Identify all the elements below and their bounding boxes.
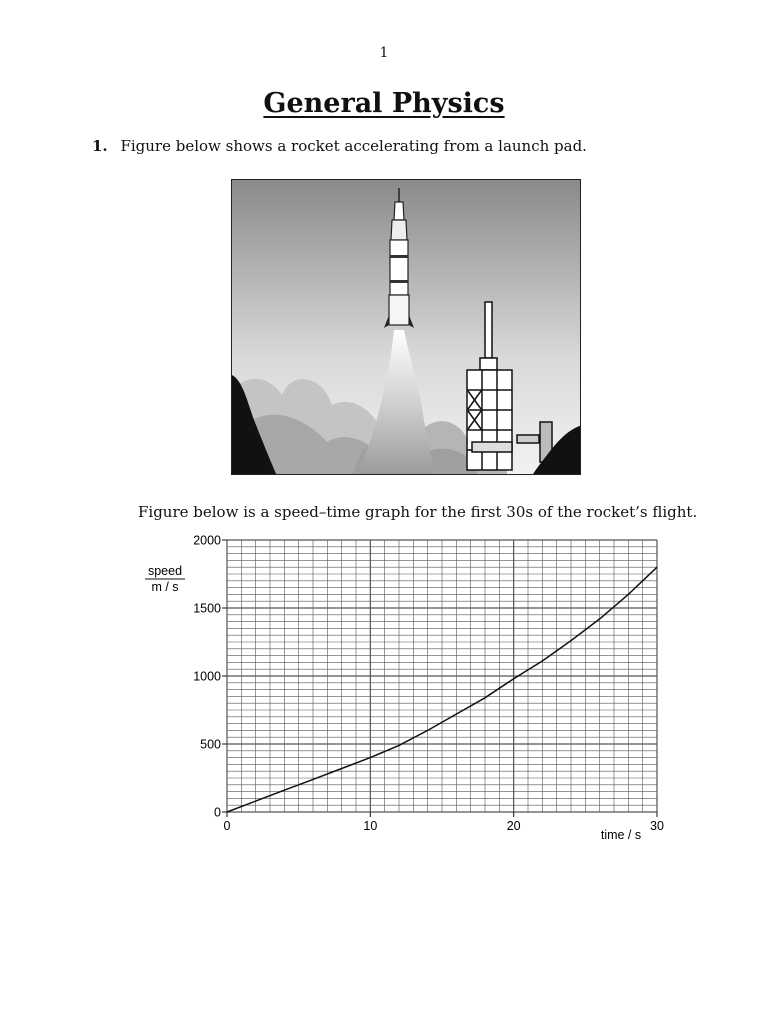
- y-tick-label: 1500: [193, 601, 221, 616]
- page-number: 1: [379, 45, 389, 61]
- question-text: Figure below shows a rocket accelerating from a launch pad.: [120, 137, 587, 155]
- y-tick-label: 1000: [193, 669, 221, 684]
- graph-caption: Figure below is a speed–time graph for the first 30s of the rocket’s flight.: [138, 503, 698, 521]
- x-tick-label: 10: [363, 819, 378, 833]
- y-tick-label: 500: [200, 737, 221, 752]
- rocket-launch-figure: [231, 179, 581, 475]
- y-tick-label: 0: [214, 805, 221, 820]
- speed-time-graph: [135, 528, 695, 848]
- speed-time-chart: [135, 528, 695, 848]
- x-tick-label: 0: [223, 819, 231, 833]
- document-title: General Physics: [263, 88, 505, 119]
- question-number: 1.: [92, 137, 108, 155]
- question-1: [92, 137, 712, 155]
- rocket-launch-illustration: [232, 180, 581, 475]
- y-axis-label-numerator: speed: [147, 564, 183, 578]
- x-tick-label: 20: [506, 819, 521, 833]
- y-tick-label: 2000: [193, 533, 221, 548]
- x-tick-label: 30: [650, 819, 664, 833]
- x-axis-label: time / s: [600, 828, 642, 842]
- y-axis-label-denominator: m / s: [151, 580, 179, 594]
